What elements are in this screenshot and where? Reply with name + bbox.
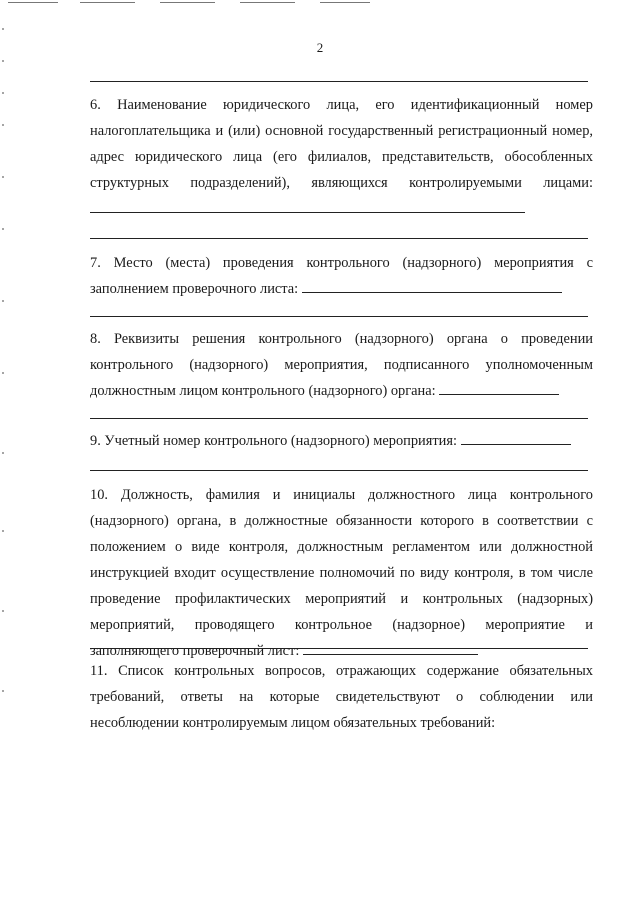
fill-in-line [90, 198, 525, 213]
section-11 [90, 658, 593, 736]
section-6 [90, 92, 593, 222]
section-divider [90, 316, 588, 317]
fill-in-line [302, 278, 562, 293]
section-divider [90, 81, 588, 82]
fill-in-line [439, 380, 559, 395]
scan-margin-marks [0, 0, 8, 905]
scan-edge-lines [0, 0, 640, 6]
fill-in-line [461, 430, 571, 445]
section-8-text: 8. Реквизиты решения контрольного (надзорного) органа о проведении контрольного (надзорного) мероприятия, подписанного уполномоченным должностным лицом контрольного (надзорного) органа: [90, 331, 593, 399]
section-divider [90, 648, 588, 649]
section-7-text: 7. Место (места) проведения контрольного (надзорного) мероприятия с заполнением проверочного листа: [90, 255, 593, 297]
section-10-text: 10. Должность, фамилия и инициалы должностного лица контрольного (надзорного) органа, в должностные обязанности которого в соответствии с положением о виде контроля, должностным регламентом или должностной инструкцией входит осуществление полномочий по виду контроля, в том числе проведение профилактических мероприятий и контрольных (надзорных) мероприятий, проводящего контрольное (надзорное) мероприятие и заполняющего проверочный лист: [90, 487, 593, 659]
section-10 [90, 482, 593, 664]
section-divider [90, 470, 588, 471]
section-divider [90, 238, 588, 239]
section-8 [90, 326, 593, 404]
section-9 [90, 428, 593, 454]
page-number: 2 [316, 40, 324, 55]
section-divider [90, 418, 588, 419]
section-11-text: 11. Список контрольных вопросов, отражающих содержание обязательных требований, ответы на которые свидетельствуют о соблюдении или несоблюдении контролируемым лицом обязательных требований: [90, 663, 593, 731]
section-7 [90, 250, 593, 302]
section-9-text: 9. Учетный номер контрольного (надзорного) мероприятия: [90, 433, 457, 449]
section-6-text: 6. Наименование юридического лица, его идентификационный номер налогоплательщика и (или) основной государственный регистрационный номер, адрес юридического лица (его филиалов, представительств, обособленных структурных подразделений), являющихся контролируемыми лицами: [90, 97, 593, 191]
